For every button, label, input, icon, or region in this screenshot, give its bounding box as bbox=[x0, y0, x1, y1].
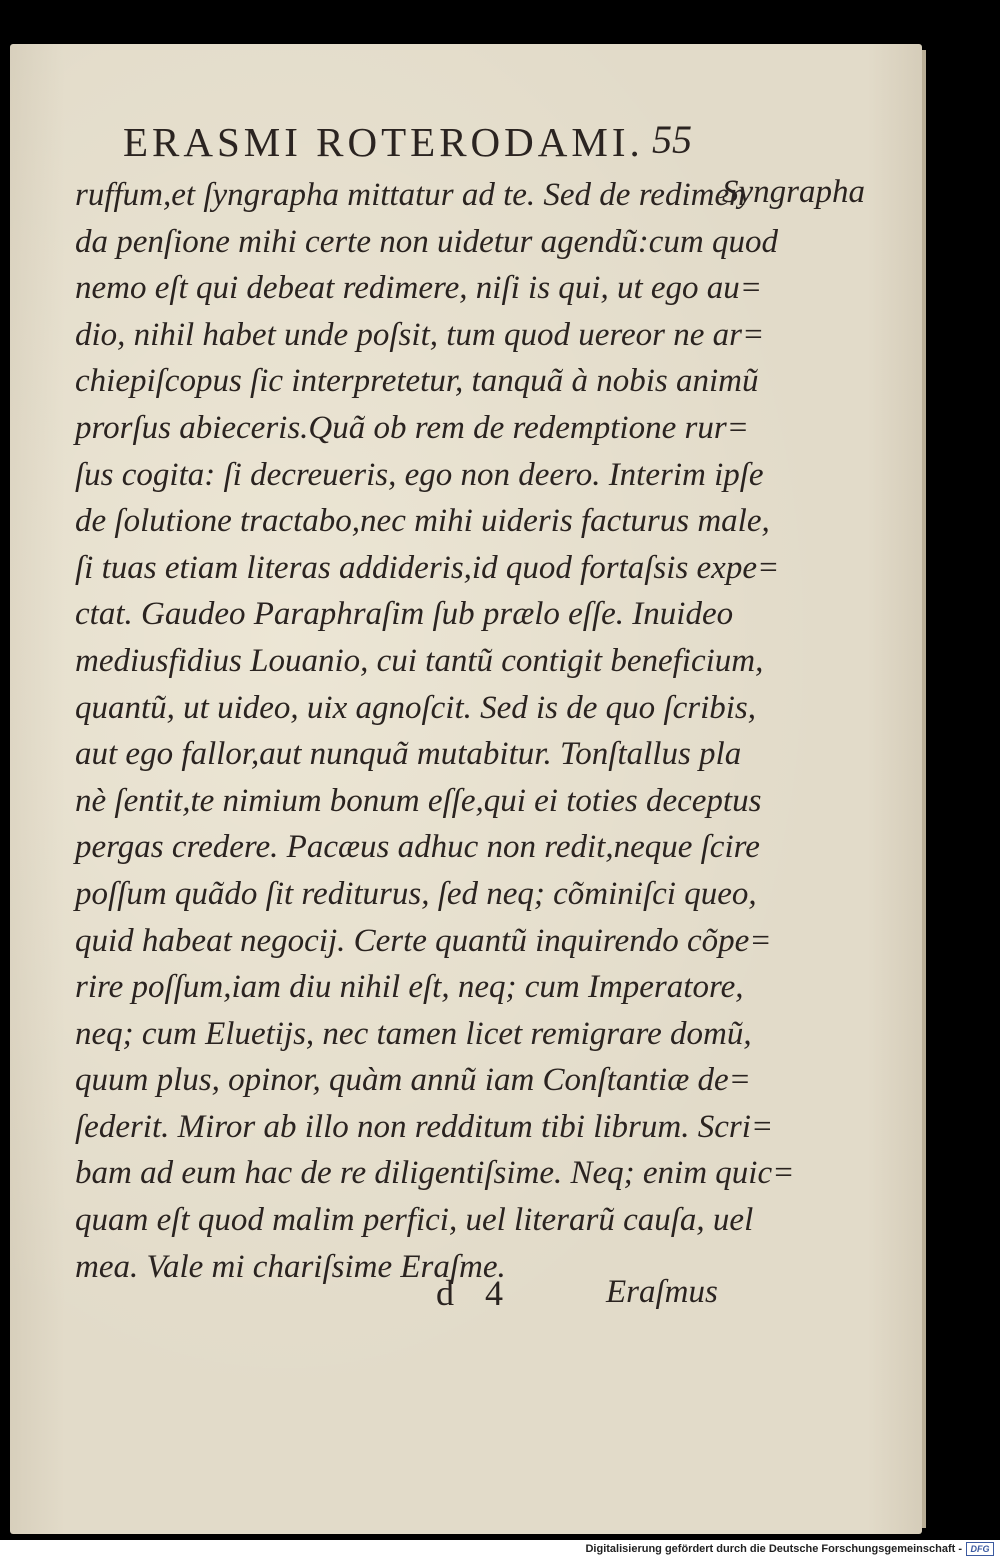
text-line: de ſolutione tractabo,nec mihi uideris facturus male, bbox=[75, 503, 770, 540]
body-text bbox=[75, 172, 795, 1290]
text-line: bam ad eum hac de re diligentiſsime. Neq; enim quic= bbox=[75, 1155, 795, 1192]
footer-credit: Digitalisierung gefördert durch die Deutsche Forschungsgemeinschaft - bbox=[585, 1543, 962, 1555]
text-line: pergas credere. Pacæus adhuc non redit,neque ſcire bbox=[75, 829, 760, 866]
text-line: rire poſſum,iam diu nihil eſt, neq; cum Imperatore, bbox=[75, 969, 744, 1006]
text-line: ctat. Gaudeo Paraphraſim ſub prælo eſſe. Inuideo bbox=[75, 596, 734, 633]
dfg-logo-icon: DFG bbox=[966, 1542, 994, 1556]
text-line: ſederit. Miror ab illo non redditum tibi librum. Scri= bbox=[75, 1108, 774, 1145]
marginal-note: Syngrapha bbox=[722, 174, 865, 210]
text-line: quam eſt quod malim perfici, uel literarũ cauſa, uel bbox=[75, 1202, 754, 1239]
text-line: ſus cogita: ſi decreueris, ego non deero. Interim ipſe bbox=[75, 456, 764, 493]
catchword: Eraſmus bbox=[606, 1274, 718, 1310]
text-line: da penſione mihi certe non uidetur agendũ:cum quod bbox=[75, 223, 778, 260]
text-line: nemo eſt qui debeat redimere, niſi is qui, ut ego au= bbox=[75, 270, 763, 307]
text-line: prorſus abieceris.Quã ob rem de redemptione rur= bbox=[75, 409, 749, 446]
text-line: quantũ, ut uideo, uix agnoſcit. Sed is de quo ſcribis, bbox=[75, 689, 757, 726]
text-line: poſſum quãdo ſit rediturus, ſed neq; cõminiſci queo, bbox=[75, 875, 757, 912]
page-number: 55 bbox=[652, 117, 692, 162]
text-line: mea. Vale mi chariſsime Eraſme. bbox=[75, 1248, 506, 1285]
text-line: mediusfidius Louanio, cui tantũ contigit beneficium, bbox=[75, 642, 764, 679]
text-line: quum plus, opinor, quàm annũ iam Conſtantiæ de= bbox=[75, 1062, 751, 1099]
running-head: ERASMI ROTERODAMI. bbox=[123, 119, 644, 165]
text-line: neq; cum Eluetijs, nec tamen licet remigrare domũ, bbox=[75, 1015, 752, 1052]
text-line: nè ſentit,te nimium bonum eſſe,qui ei toties deceptus bbox=[75, 782, 762, 819]
text-line: quid habeat negocij. Certe quantũ inquirendo cõpe= bbox=[75, 922, 772, 959]
text-line: chiepiſcopus ſic interpretetur, tanquã à nobis animũ bbox=[75, 363, 759, 400]
text-line: ruffum,et ſyngrapha mittatur ad te. Sed de redimen bbox=[75, 177, 746, 213]
text-line: dio, nihil habet unde poſsit, tum quod uereor ne ar= bbox=[75, 316, 765, 353]
text-line: aut ego fallor,aut nunquã mutabitur. Tonſtallus pla bbox=[75, 736, 742, 773]
signature-mark: d 4 bbox=[436, 1273, 503, 1313]
text-line: ſi tuas etiam literas addideris,id quod fortaſsis expe= bbox=[75, 549, 780, 586]
